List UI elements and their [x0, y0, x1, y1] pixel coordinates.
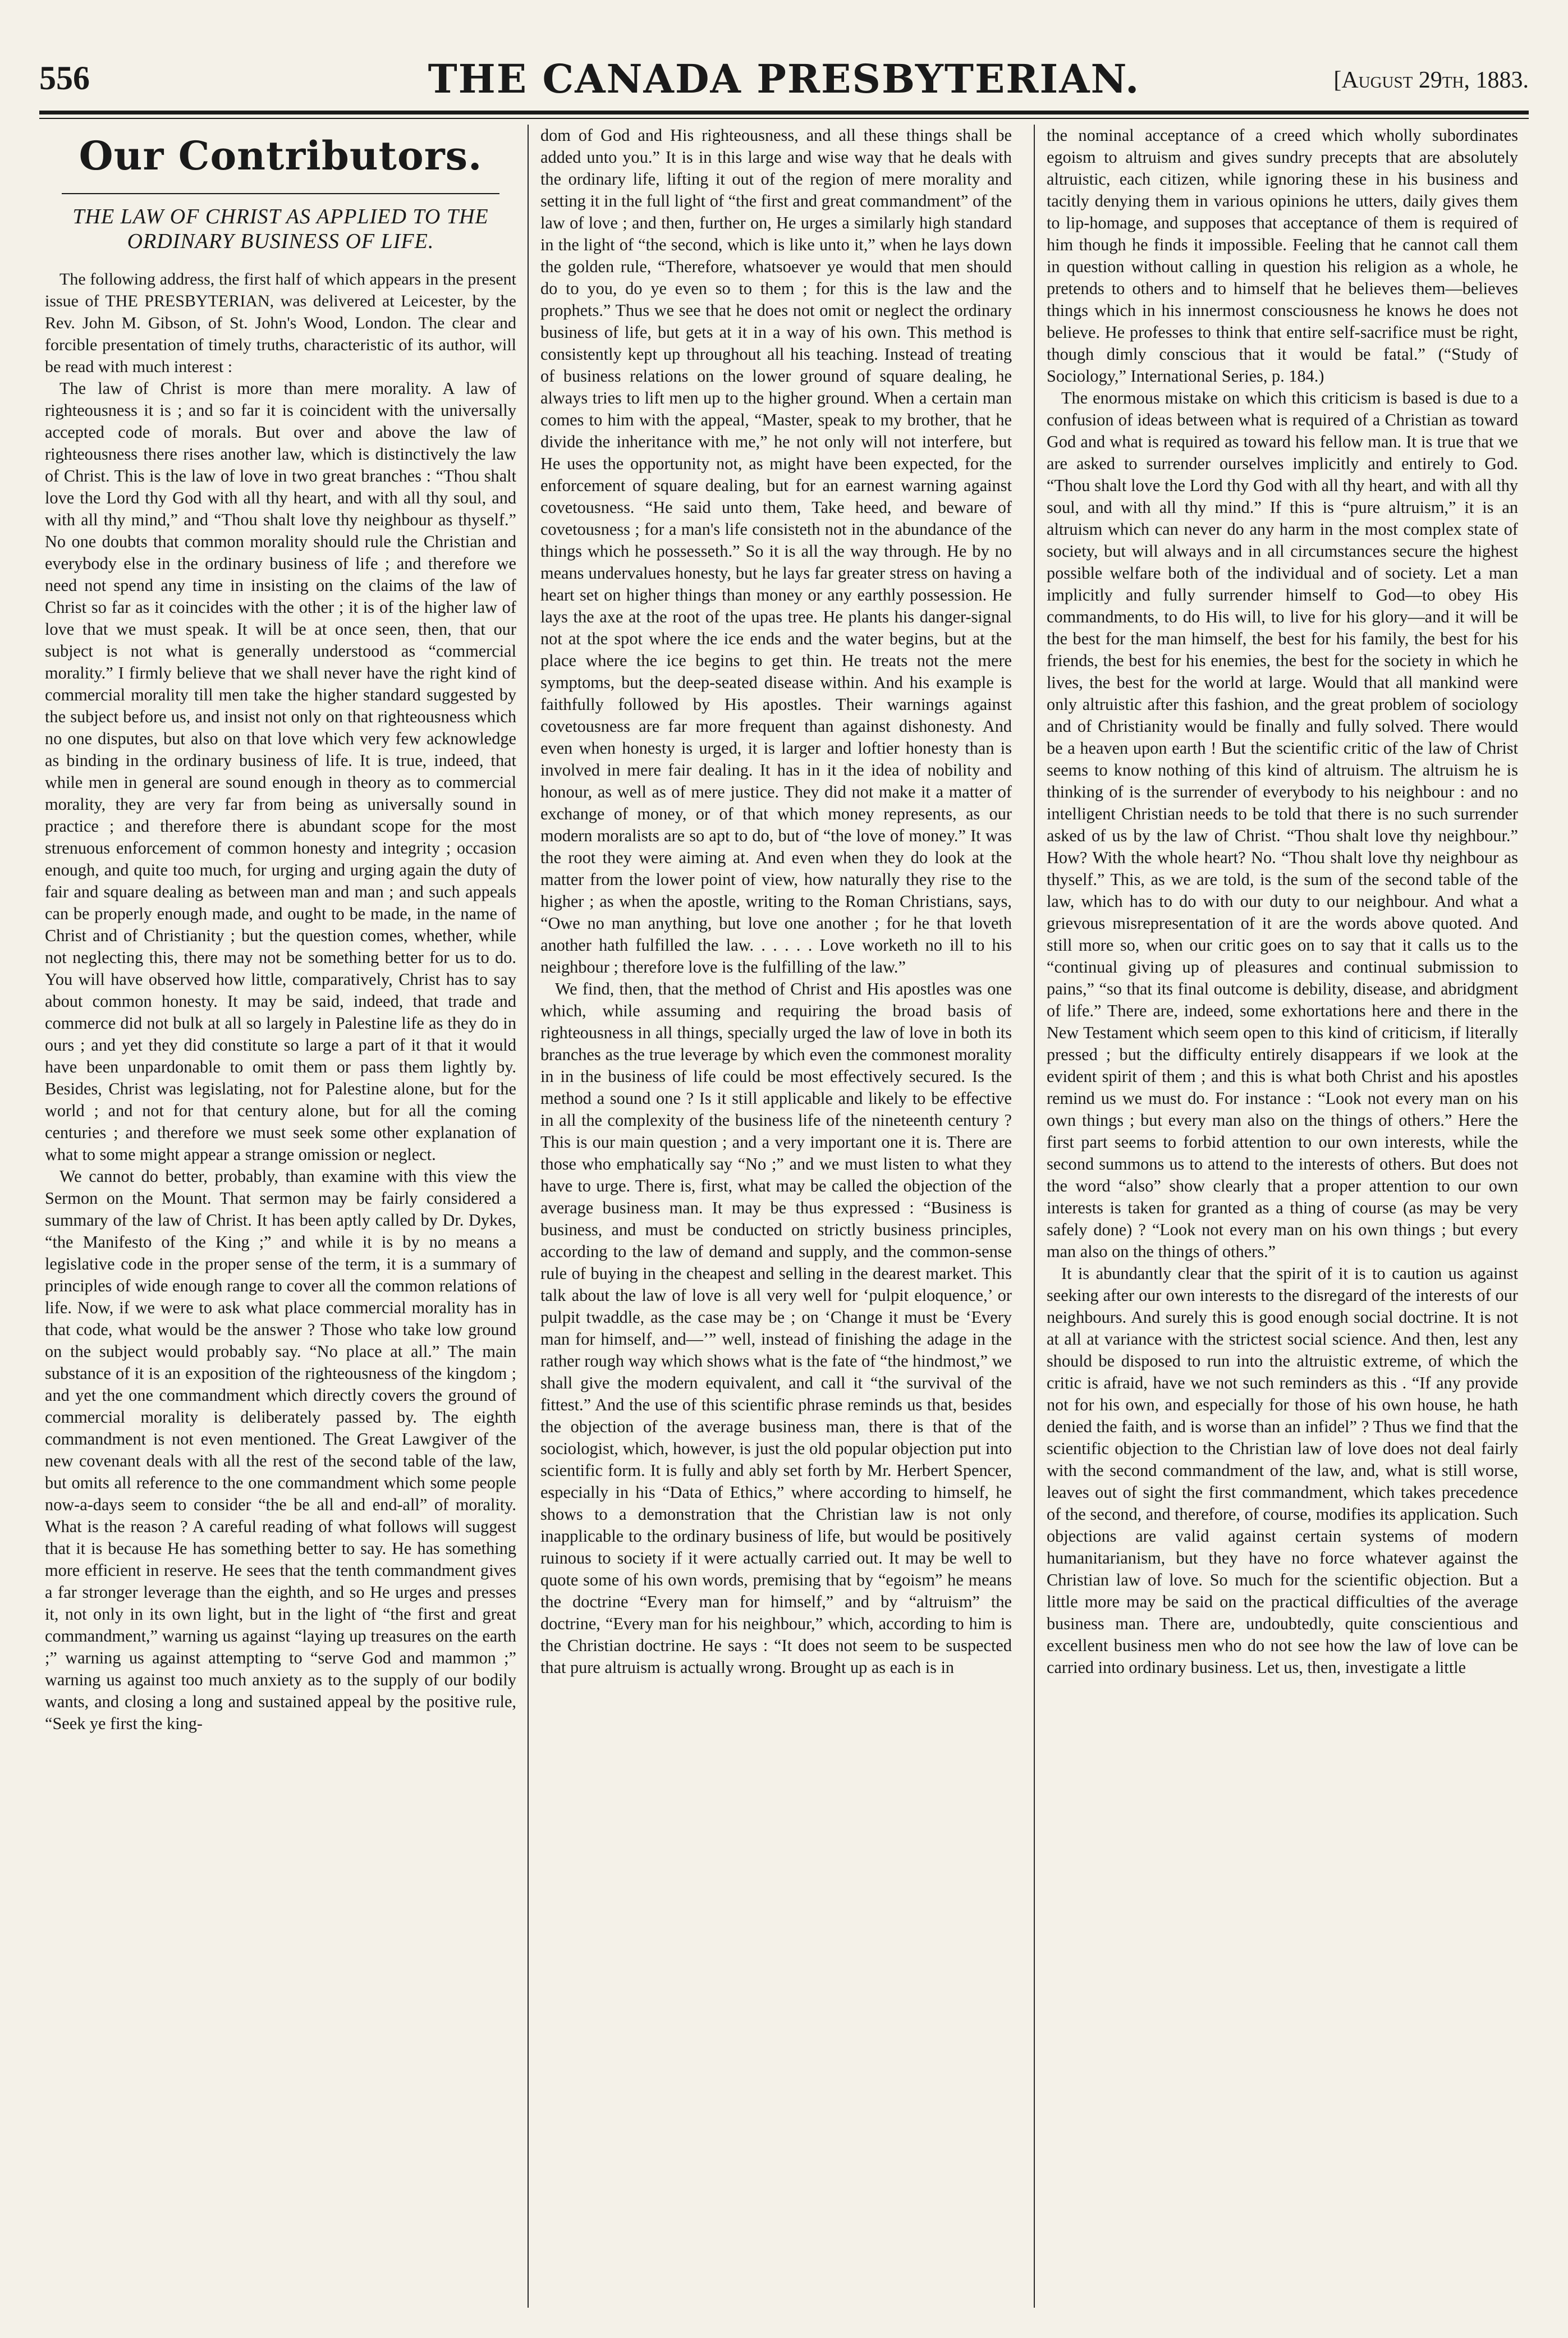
column-3	[1047, 125, 1518, 2308]
column-1	[45, 125, 516, 2308]
section-rule	[62, 193, 499, 194]
paragraph: the nominal acceptance of a creed which wholly subordinates egoism to altruism and gives sundry precepts that are absolutely altruistic, each citizen, while ignoring these in his business and tacitly denying them in various opinions he utters, daily gives them to lip-homage, and supposes that acceptance of them is required of him though he finds it impossible. Feeling that he cannot call them in question without calling in question his religion as a whole, he pretends to others and to himself that he believes them—believes things which in his innermost consciousness he knows he does not believe. He professes to think that entire self-sacrifice must be right, though dimly conscious that it would be fatal.” (“Study of Sociology,” International Series, p. 184.)	[1047, 126, 1518, 386]
publication-title: THE CANADA PRESBYTERIAN.	[428, 56, 1140, 102]
article-intro: The following address, the first half of which appears in the present issue of THE PRESBYTERIAN, was delivered at Leicester, by the Rev. John M. Gibson, of St. John's Wood, London. The clear and forcible presentation of timely truths, characteristic of its author, will be read with much interest :	[45, 270, 516, 376]
header-rule-thick	[39, 111, 1529, 114]
column-divider	[1034, 125, 1035, 2308]
column-divider	[528, 125, 529, 2308]
paragraph: The enormous mistake on which this criticism is based is due to a confusion of ideas between what is required of a Christian as toward God and what is required as toward his fellow man. It is true that we are asked to surrender ourselves implicitly and entirely to God. “Thou shalt love the Lord thy God with all thy heart, and with all thy soul, and with all thy mind.” If this is “pure altruism,” it is an altruism which can never do any harm in the most complex state of society, but will always and in all circumstances secure the highest possible welfare both of the individual and of society. Let a man implicitly and fully surrender himself to God—to obey His commandments, to do His will, to live for his glory—and it will be the best for the man himself, the best for his family, the best for his friends, the best for his enemies, the best for the society in which he lives, the best for the world at large. Would that all mankind were only altruistic after this fashion, and the great problem of sociology and of Christianity would be finally and fully solved. There would be a heaven upon earth ! But the scientific critic of the law of Christ seems to know nothing of this kind of altruism. The altruism he is thinking of is the surrender of everybody to his neighbour : and no intelligent Christian needs to be told that there is no such surrender asked of us by the law of Christ. “Thou shalt love thy neighbour.” How? With the whole heart? No. “Thou shalt love thy neighbour as thyself.” This, as we are told, is the sum of the second table of the law, which has to do with our duty to our neighbour. And what a grievous misrepresentation of it are the words above quoted. And still more so, when our critic goes on to say that it calls us to the “continual giving up of pleasures and continual submission to pains,” “so that its final outcome is debility, disease, and abridgment of life.” There are, indeed, some exhortations here and there in the New Testament which seem open to this kind of criticism, if literally pressed ; but the difficulty entirely disappears if we look at the evident spirit of them ; and this is what both Christ and his apostles remind us we must do. For instance : “Look not every man on his own things ; but every man also on the things of others.” Here the first part seems to forbid attention to our own interests, while the second summons us to attend to the interests of others. But does not the word “also” show clearly that a proper attention to our own interests is taken for granted as a thing of course (as may be very safely done) ? “Look not every man on his own things ; but every man also on the things of others.”	[1047, 388, 1518, 1261]
page-number: 556	[39, 59, 90, 97]
paragraph: It is abundantly clear that the spirit of it is to caution us against seeking after our own interests to the disregard of the interests of our neighbours. And surely this is good enough social doctrine. It is not at all at variance with the strictest social science. And then, lest any should be disposed to run into the altruistic extreme, of which the critic is afraid, have we not such reminders as this . “If any provide not for his own, and especially for those of his own house, he hath denied the faith, and is worse than an infidel” ? Thus we find that the scientific objection to the Christian law of love does not deal fairly with the second commandment of the law, and, what is still worse, leaves out of sight the first commandment, which takes precedence of the second, and therefore, of course, modifies its application. Such objections are valid against certain systems of modern humanitarianism, but they have no force whatever against the Christian law of love. So much for the scientific objection. But a little more may be said on the practical difficulties of the average business man. There are, undoubtedly, quite conscientious and excellent business men who do not see how the law of love can be carried into ordinary business. Let us, then, investigate a little	[1047, 1264, 1518, 1677]
column-2	[540, 125, 1012, 2308]
paragraph: dom of God and His righteousness, and all these things shall be added unto you.” It is in this large and wise way that he deals with the ordinary life, lifting it out of the region of mere morality and setting it in the full light of “the first and great commandment” of the law of love ; and then, further on, He urges a similarly high standard in the light of “the second, which is like unto it,” when he lays down the golden rule, “Therefore, whatsoever ye would that men should do to you, do ye even so to them ; for this is the law and the prophets.” Thus we see that he does not omit or neglect the ordinary business of life, but gets at it in a way of his own. This method is consistently kept up throughout all his teaching. Instead of treating of business relations on the lower ground of square dealing, he always tries to lift men up to the higher ground. When a certain man comes to him with the appeal, “Master, speak to my brother, that he divide the inheritance with me,” he not only will not interfere, but He uses the opportunity not, as might have been expected, for the enforcement of square dealing, but for an earnest warning against covetousness. “He said unto them, Take heed, and beware of covetousness ; for a man's life consisteth not in the abundance of the things which he possesseth.” So it is all the way through. He by no means undervalues honesty, but he lays far greater stress on having a heart set on higher things than money or any earthly possession. He lays the axe at the root of the upas tree. He plants his danger-signal not at the spot where the ice ends and the water begins, but at the place where the ice begins to get thin. He treats not the mere symptoms, but the deep-seated disease within. And his example is faithfully followed by His apostles. Their warnings against covetousness are far more frequent than against dishonesty. And even when honesty is urged, it is larger and loftier honesty than is involved in mere fair dealing. It has in it the idea of nobility and honour, as well as of mere justice. They did not make it a matter of exchange of money, or of that which money represents, as our modern moralists are so apt to do, but of “the love of money.” It was the root they were aiming at. And even when they do look at the matter from the lower point of view, how naturally they rise to the higher ; as when the apostle, writing to the Roman Christians, says, “Owe no man anything, but love one another ; for he that loveth another hath fulfilled the law. . . . . . Love worketh no ill to his neighbour ; therefore love is the fulfilling of the law.”	[540, 126, 1012, 977]
section-heading: Our Contributors.	[79, 132, 483, 179]
paragraph: The law of Christ is more than mere morality. A law of righteousness it is ; and so far it is coincident with the universally accepted code of morals. But over and above the law of righteousness there rises another law, which is distinctively the law of Christ. This is the law of love in two great branches : “Thou shalt love the Lord thy God with all thy heart, and with all thy soul, and with all thy mind,” and “Thou shalt love thy neighbour as thyself.” No one doubts that common morality should rule the Christian and everybody else in the ordinary business of life ; and therefore we need not spend any time in insisting on the claims of the law of Christ so far as it coincides with the other ; it is of the higher law of love that we must speak. It will be at once seen, then, that our subject is not what is generally understood as “commercial morality.” I firmly believe that we shall never have the right kind of commercial morality till men take the higher standard suggested by the subject before us, and insist not only on that righteousness which no one disputes, but also on that love which very few acknowledge as binding in the ordinary business of life. It is true, indeed, that while men in general are sound enough in theory as to commercial morality, they are very far from being as universally sound in practice ; and therefore there is abundant scope for the most strenuous enforcement of common honesty and integrity ; occasion enough, and quite too much, for urging and urging again the duty of fair and square dealing as between man and man ; and such appeals can be properly enough made, and ought to be made, in the name of Christ and of Christianity ; but the question comes, whether, while not neglecting this, there may not be something better for us to do. You will have observed how little, comparatively, Christ has to say about common honesty. It may be said, indeed, that trade and commerce did not bulk at all so largely in Palestine life as they do in ours ; and yet they did constitute so large a part of it that it would have been unpardonable to omit them or pass them lightly by. Besides, Christ was legislating, not for Palestine alone, but for the world ; and not for that century alone, but for all the coming centuries ; and therefore we must seek some other explanation of what to some might appear a strange omission or neglect.	[45, 379, 516, 1164]
paragraph: We cannot do better, probably, than examine with this view the Sermon on the Mount. That sermon may be fairly considered a summary of the law of Christ. It has been aptly called by Dr. Dykes, “the Manifesto of the King ;” and while it is by no means a legislative code in the proper sense of the term, it is a summary of principles of wide enough range to cover all the common relations of life. Now, if we were to ask what place commercial morality has in that code, what would be the answer ? Those who take low ground on the subject would probably say. “No place at all.” The main substance of it is an exposition of the righteousness of the kingdom ; and yet the one commandment which directly covers the ground of commercial morality is deliberately passed by. The eighth commandment is not even mentioned. The Great Lawgiver of the new covenant deals with all the rest of the second table of the law, but omits all reference to the one commandment which some people now-a-days seem to consider “the be all and end-all” of morality. What is the reason ? A careful reading of what follows will suggest that it is because He has something better to say. He has something more efficient in reserve. He sees that the tenth commandment gives a far stronger leverage than the eighth, and so He urges and presses it, not only in its own light, but in the light of “the first and great commandment,” warning us against “laying up treasures on the earth ;” warning us against attempting to “serve God and mammon ;” warning us against too much anxiety as to the supply of our bodily wants, and closing a long and sustained appeal by the positive rule, “Seek ye first the king-	[45, 1167, 516, 1733]
header-rule-thin	[39, 118, 1529, 119]
masthead	[39, 53, 1529, 115]
article-title: THE LAW OF CHRIST AS APPLIED TO THE ORDINARY BUSINESS OF LIFE.	[72, 205, 489, 253]
paragraph: We find, then, that the method of Christ and His apostles was one which, while assuming and requiring the broad basis of righteousness in all things, specially urged the law of love in both its branches as the true leverage by which even the commonest morality in in the business of life could be most effectively secured. Is the method a sound one ? Is it still applicable and likely to be effective in all the complexity of the business life of the nineteenth century ? This is our main question ; and a very important one it is. There are those who emphatically say “No ;” and we must listen to what they have to urge. There is, first, what may be called the objection of the average business man. It may be thus expressed : “Business is business, and must be conducted on strictly business principles, according to the law of demand and supply, and the common-sense rule of buying in the cheapest and selling in the dearest market. This talk about the law of love is all very well for ‘pulpit eloquence,’ or pulpit twaddle, as the case may be ; on ‘Change it must be ‘Every man for himself, and—’” well, instead of finishing the adage in the rather rough way which shows what is the fate of “the hindmost,” we shall give the modern equivalent, and call it “the survival of the fittest.” And the use of this scientific phrase reminds us that, besides the objection of the average business man, there is that of the sociologist, which, however, is just the old popular objection put into scientific form. It is fully and ably set forth by Mr. Herbert Spencer, especially in his “Data of Ethics,” where according to himself, he shows to a demonstration that the Christian law is not only inapplicable to the ordinary business of life, but would be positively ruinous to society if it were actually carried out. It may be well to quote some of his own words, premising that by “egoism” he means the doctrine “Every man for himself,” and by “altruism” the doctrine, “Every man for his neighbour,” which, according to him is the Christian doctrine. He says : “It does not seem to be suspected that pure altruism is actually wrong. Brought up as each is in	[540, 979, 1012, 1677]
issue-date: [August 29th, 1883.	[1333, 67, 1529, 93]
